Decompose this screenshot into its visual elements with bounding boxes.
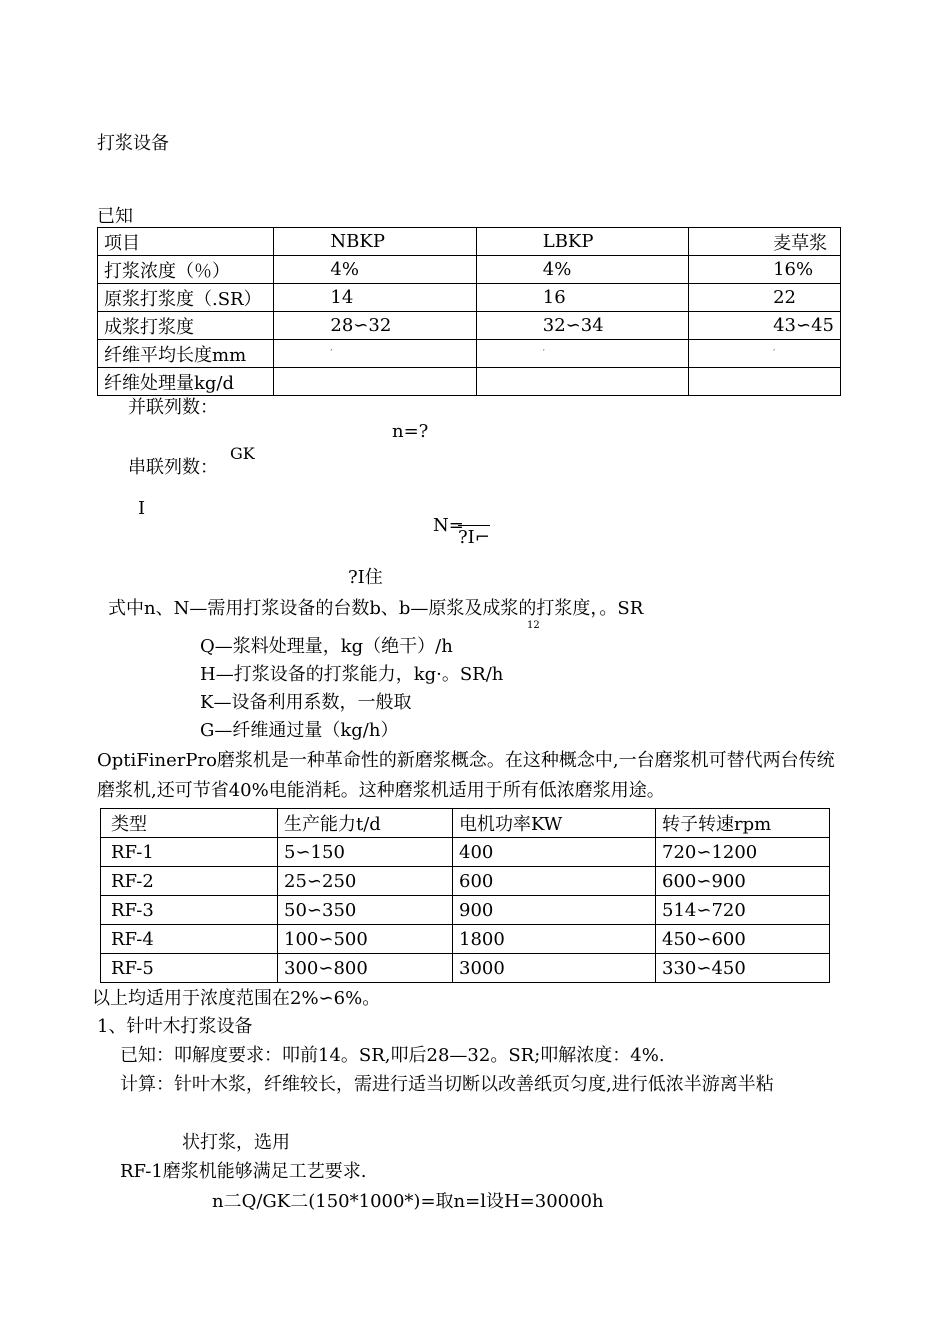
where-line: 式中n、N—需用打浆设备的台数b、b—原浆及成浆的打浆度，。SR <box>108 598 644 619</box>
rf1-statement: RF-1磨浆机能够满足工艺要求. <box>120 1161 367 1182</box>
q-definition: Q—浆料处理量，kg（绝干）/h <box>200 636 453 657</box>
table-cell: 50∽350 <box>278 896 453 925</box>
page-title: 打浆设备 <box>97 133 169 154</box>
known-label: 已知 <box>97 206 133 227</box>
table-cell: 600∽900 <box>656 867 830 896</box>
h-definition: H—打浆设备的打浆能力，kg·。SR/h <box>200 664 504 685</box>
table-cell: 330∽450 <box>656 954 830 983</box>
table-row <box>101 838 830 867</box>
table-cell: RF-5 <box>101 954 278 983</box>
table-row <box>98 284 841 312</box>
table-row <box>98 256 841 284</box>
table-cell: LBKP <box>476 228 688 256</box>
table-row <box>98 340 841 368</box>
table-cell: 1800 <box>453 925 656 954</box>
table-cell: 32∽34 <box>476 312 688 340</box>
series-label: 串联列数： <box>128 457 218 478</box>
table-cell: 4% <box>274 256 476 284</box>
table-cell: 原浆打浆度（.SR） <box>98 284 274 312</box>
table-cell: 3000 <box>453 954 656 983</box>
table-cell <box>476 368 688 396</box>
known-requirements: 已知：叩解度要求：叩前14。SR,叩后28—32。SR;叩解浓度：4%. <box>120 1045 665 1066</box>
table-cell: 14 <box>274 284 476 312</box>
table-header-row <box>101 809 830 838</box>
table-cell: ′ <box>274 340 476 368</box>
equation-line: n二Q/GK二(150*1000*)=取n=l设H=30000h <box>212 1191 604 1212</box>
table-row <box>98 368 841 396</box>
table-cell: 纤维平均长度mm <box>98 340 274 368</box>
table-header-row <box>98 228 841 256</box>
N-equation: N= <box>433 515 464 536</box>
table-cell: 类型 <box>101 809 278 838</box>
table-cell: 4% <box>476 256 688 284</box>
table-cell: 16% <box>689 256 841 284</box>
table-cell: ′ <box>476 340 688 368</box>
table-cell: 纤维处理量kg/d <box>98 368 274 396</box>
refiner-specs-table <box>100 808 830 983</box>
table-row <box>101 867 830 896</box>
gk-term: GK <box>230 444 255 463</box>
table-row <box>101 896 830 925</box>
parallel-label: 并联列数： <box>128 397 218 418</box>
table-cell: RF-1 <box>101 838 278 867</box>
table-cell <box>274 368 476 396</box>
n-equation: n=? <box>392 421 429 442</box>
table-cell: 600 <box>453 867 656 896</box>
table-cell: 300∽800 <box>278 954 453 983</box>
table-row <box>101 954 830 983</box>
table-row <box>101 925 830 954</box>
table-cell: RF-2 <box>101 867 278 896</box>
table-cell: 5∽150 <box>278 838 453 867</box>
table-cell: ′ <box>689 340 841 368</box>
formula-denominator: ?I⌐ <box>458 527 490 548</box>
calculation-text: 计算：针叶木浆，纤维较长，需进行适当切断以改善纸页匀度,进行低浓半游离半粘 <box>120 1074 774 1095</box>
k-definition: K—设备利用系数，一般取 <box>200 692 412 713</box>
i-mark: I <box>138 498 146 519</box>
table-cell: 514∽720 <box>656 896 830 925</box>
table-cell: 450∽600 <box>656 925 830 954</box>
g-definition: G—纤维通过量（kg/h） <box>200 720 399 741</box>
table-cell: 400 <box>453 838 656 867</box>
table-row <box>98 312 841 340</box>
note-line: 以上均适用于浓度范围在2%∽6%。 <box>92 988 381 1009</box>
table-cell: RF-3 <box>101 896 278 925</box>
table-cell: NBKP <box>274 228 476 256</box>
fiber-params-table <box>97 227 841 396</box>
table-cell: 900 <box>453 896 656 925</box>
table-cell: 720∽1200 <box>656 838 830 867</box>
table-cell: 25∽250 <box>278 867 453 896</box>
subscript-12: 12 <box>527 620 540 631</box>
table-cell: 100∽500 <box>278 925 453 954</box>
table-cell: RF-4 <box>101 925 278 954</box>
intro-paragraph: OptiFinerPro磨浆机是一种革命性的新磨浆概念。在这种概念中,一台磨浆机可替代两台传统磨浆机,还可节省40%电能消耗。这种磨浆机适用于所有低浓磨浆用途。 <box>97 750 835 801</box>
table-cell: 28∽32 <box>274 312 476 340</box>
table-cell: 22 <box>689 284 841 312</box>
table-cell: 成浆打浆度 <box>98 312 274 340</box>
i-zhu: ?I住 <box>348 567 383 588</box>
table-cell <box>689 368 841 396</box>
table-cell: 43∽45 <box>689 312 841 340</box>
table-cell: 麦草浆 <box>689 228 841 256</box>
table-cell: 电机功率KW <box>453 809 656 838</box>
table-cell: 16 <box>476 284 688 312</box>
section-heading: 1、针叶木打浆设备 <box>97 1016 253 1037</box>
table-cell: 打浆浓度（％） <box>98 256 274 284</box>
table-cell: 生产能力t/d <box>278 809 453 838</box>
calculation-text-cont: 状打浆，选用 <box>182 1132 290 1153</box>
table-cell: 项目 <box>98 228 274 256</box>
table-cell: 转子转速rpm <box>656 809 830 838</box>
